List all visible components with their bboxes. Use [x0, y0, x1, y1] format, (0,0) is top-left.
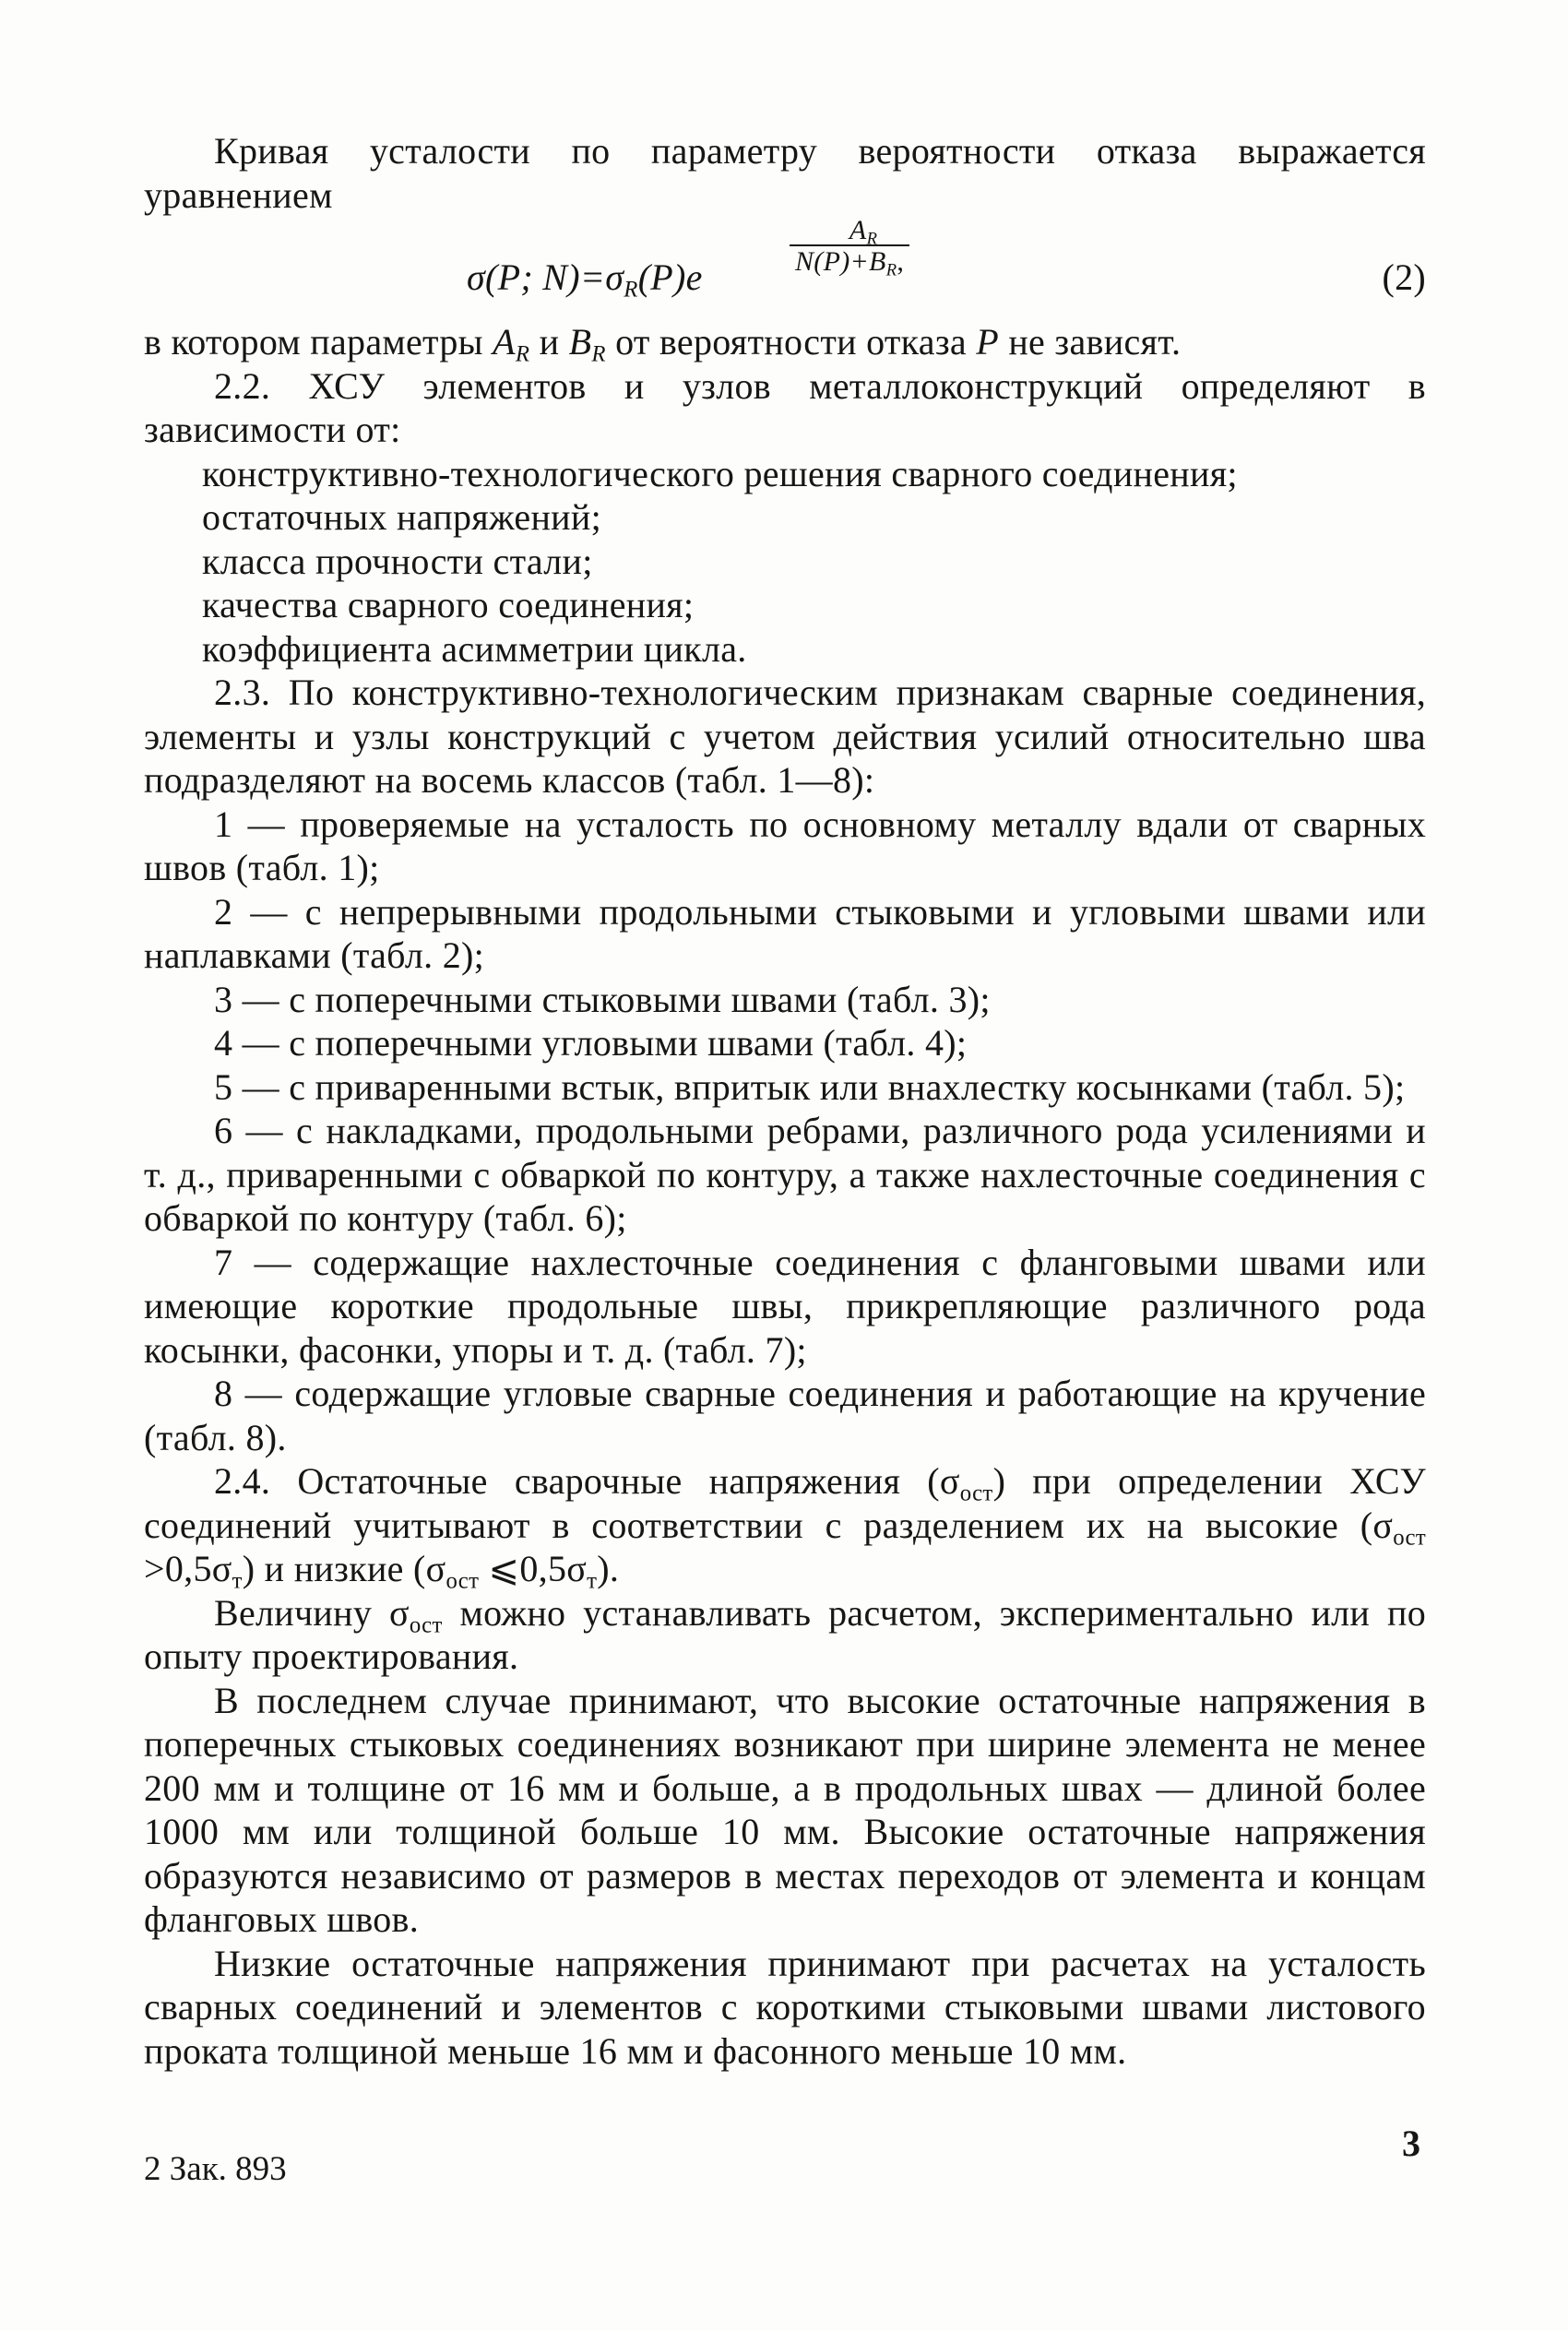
document-body	[144, 129, 1426, 2073]
class-item: 3 — с поперечными стыковыми швами (табл. 3);	[214, 978, 991, 1020]
class-item: 8 — содержащие угловые сварные соединения и работающие на кручение (табл. 8).	[144, 1373, 1426, 1458]
formula-main: σ(P; $N)=\sigma_R(P)e$	[467, 256, 703, 303]
class-item: 1 — проверяемые на усталость по основному металлу вдали от сварных швов (табл. 1);	[144, 803, 1426, 888]
parameters-paragraph: в котором параметры $A_R$ и $B_R$ от вероятности отказа P не зависят.	[144, 321, 1182, 367]
section-2-3-paragraph: 2.3. По конструктивно-технологическим признакам сварные соединения, элементы и узлы конструкций с учетом действия усилий относительно шва подразделяют на восемь классов (табл. 1—8):	[144, 672, 1426, 801]
class-item: 4 — с поперечными угловыми швами (табл. 4);	[214, 1022, 968, 1064]
formula-number: (2)	[1382, 256, 1426, 298]
page-number: 3	[1402, 2123, 1420, 2164]
residual-value-paragraph: Величину $\sigma_{ост}$ можно устанавливать расчетом, экспериментально или по опыту проектирования.	[144, 1591, 1426, 1677]
list-item: класса прочности стали;	[202, 540, 593, 582]
class-item: 6 — с накладками, продольными ребрами, различного рода усилениями и т. д., приваренными с обваркой по контуру, а также нахлесточные соединения с обваркой по контуру (табл. 6);	[144, 1110, 1426, 1239]
list-item: конструктивно-технологического решения сварного соединения;	[202, 452, 1238, 494]
order-number: 2 Зак. 893	[144, 2150, 287, 2188]
section-2-2-paragraph: 2.2. ХСУ элементов и узлов металлоконструкций определяют в зависимости от:	[144, 364, 1426, 450]
high-stress-paragraph: В последнем случае принимают, что высокие остаточные напряжения в поперечных стыковых соединениях возникают при ширине элемента не менее 200 мм и толщине от 16 мм и больше, а в продольных швах — длиной более 1000 мм или толщиной больше 10 мм. Высокие остаточные напряжения образуются независимо от размеров в местах переходов от элемента и концам фланговых швов.	[144, 1679, 1426, 1940]
class-item: 5 — с приваренными встык, впритык или внахлестку косынками (табл. 5);	[214, 1065, 1406, 1108]
low-stress-paragraph: Низкие остаточные напряжения принимают при расчетах на усталость сварных соединений и элементов с короткими стыковыми швами листового проката толщиной меньше 16 мм и фасонного меньше 10 мм.	[144, 1942, 1426, 2072]
list-item: качества сварного соединения;	[202, 584, 695, 625]
list-item: остаточных напряжений;	[202, 496, 601, 538]
list-item: коэффициента асимметрии цикла.	[202, 627, 747, 670]
class-item: 7 — содержащие нахлесточные соединения с фланговыми швами или имеющие короткие продольные швы, прикрепляющие различного рода косынки, фасонки, упоры и т. д. (табл. 7);	[144, 1241, 1426, 1371]
formula-exponent: $\frac{A_R}{N(P)+B_R,}$	[790, 217, 909, 276]
section-2-4-paragraph: 2.4. Остаточные сварочные напряжения $(\sigma_{ост})$ при определении ХСУ соединений учитывают в соответствии с разделением их на высокие $(\sigma_{ост} >0,5\sigma_т)$ и низкие ($\sigma_{ост}$ $⩽0,5\sigma_т$).	[144, 1460, 1426, 1594]
intro-paragraph: Кривая усталости по параметру вероятности отказа выражается уравнением	[144, 130, 1426, 216]
formula-2	[144, 217, 1426, 320]
class-item: 2 — с непрерывными продольными стыковыми и угловыми швами или наплавками (табл. 2);	[144, 890, 1426, 976]
